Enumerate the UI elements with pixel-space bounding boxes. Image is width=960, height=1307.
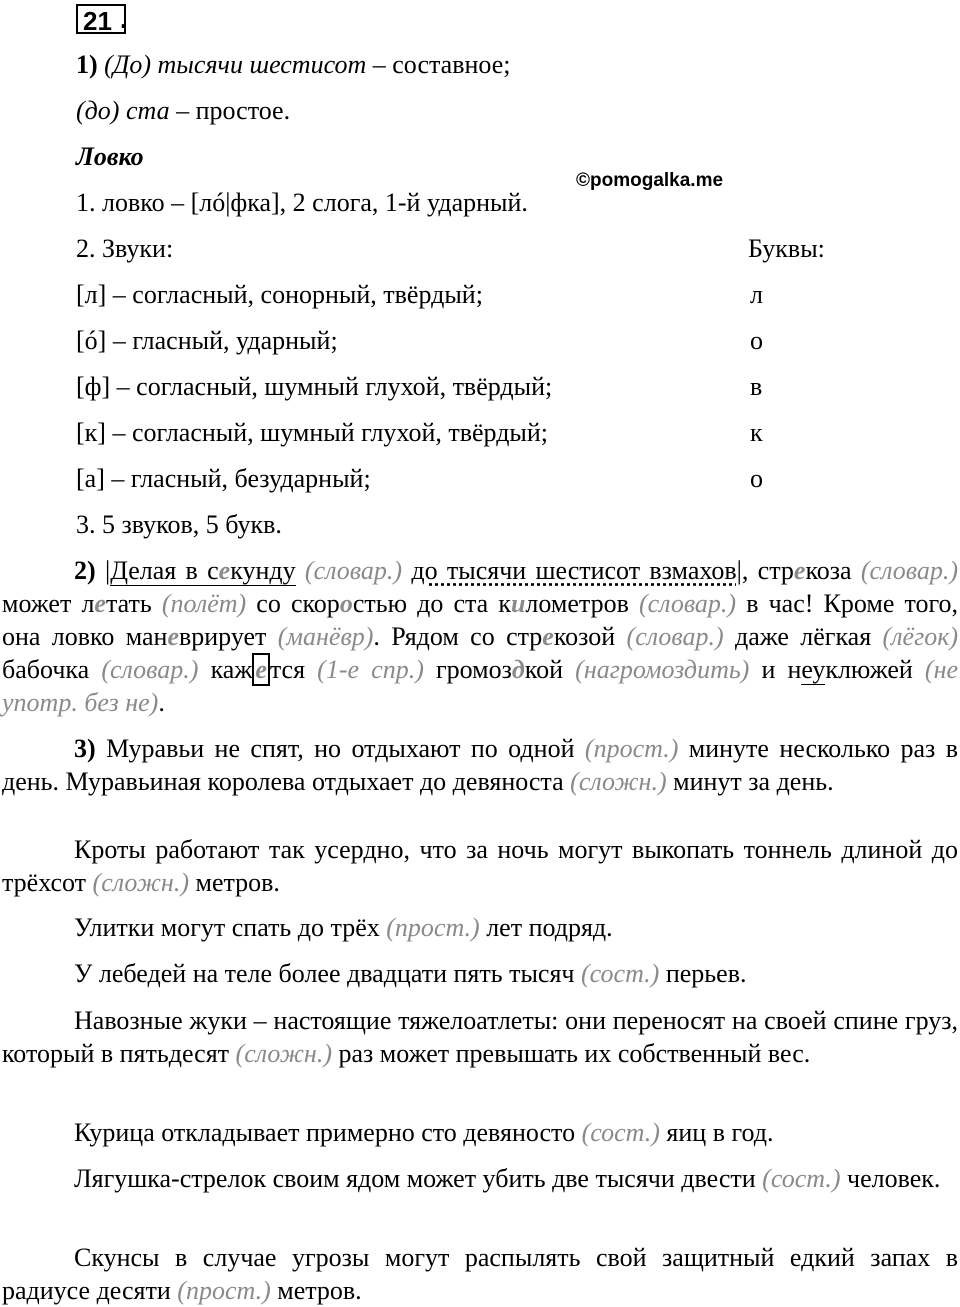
letter-cell: о [750,464,763,493]
part3-para2: Кроты работают так усердно, что за ночь могут выкопать тоннель длиной до трёхсот (сложн.) метров. [2,835,958,897]
sound-row: [а] – гласный, безударный; [76,464,371,493]
part3-para5: Навозные жуки – настоящие тяжелоатлеты: они переносят на своей спине груз, который в пятьдесят (сложн.) раз может превышать их собственный вес. [2,1006,958,1068]
sound-row: [ф] – согласный, шумный глухой, твёрдый; [76,372,553,401]
part1-line1: 1) (До) тысячи шестисот – составное; [76,50,511,79]
part3-para7: Лягушка-стрелок своим ядом может убить две тысячи двести (сост.) человек. [74,1164,941,1193]
part2-paragraph: 2) |Делая в секунду (словар.) до тысячи шестисот взмахов|, стрекоза (словар.) может летать (полёт) со скоростью до ста километров (словар.) в час! Кроме того, она ловко маневрирует (манёвр). Рядом со стрекозой (словар.) даже лёгкая (лёгок) бабочка (словар.) каж е тся (1-е спр.) громоздкой (нагромоздить) и неуклюжей (не употр. без не). [2,556,959,717]
task-number: 21 [76,4,126,34]
letters-header: Буквы: [748,234,825,263]
part3-para6: Курица откладывает примерно сто девяносто (сост.) яиц в год. [74,1118,774,1147]
part3-para1: 3) Муравьи не спят, но отдыхают по одной (прост.) минуте несколько раз в день. Муравьиная королева отдыхает до девяноста (сложн.) минут за день. [2,734,959,796]
task-number-dot: . [120,4,128,34]
watermark: ©pomogalka.me [576,170,724,191]
word-heading: Ловко [76,142,144,171]
letter-cell: в [750,372,763,401]
part3-para4: У лебедей на теле более двадцати пять тысяч (сост.) перьев. [74,959,747,988]
part1-line2: (до) ста – простое. [76,96,291,125]
sound-row: [к] – согласный, шумный глухой, твёрдый; [76,418,549,447]
sound-row: [л] – согласный, сонорный, твёрдый; [76,280,483,309]
part3-para8: Скунсы в случае угрозы могут распылять свой защитный едкий запах в радиусе десяти (прост.) метров. [2,1243,958,1305]
sound-row: [ó] – гласный, ударный; [76,326,338,355]
part3-para3: Улитки могут спать до трёх (прост.) лет подряд. [74,913,613,942]
letter-cell: л [750,280,763,309]
sounds-header: 2. Звуки: [76,234,174,263]
letter-cell: о [750,326,763,355]
analysis-item1: 1. ловко – [лó|фка], 2 слога, 1-й ударный. [76,188,528,217]
analysis-item3: 3. 5 звуков, 5 букв. [76,510,282,539]
letter-cell: к [750,418,763,447]
